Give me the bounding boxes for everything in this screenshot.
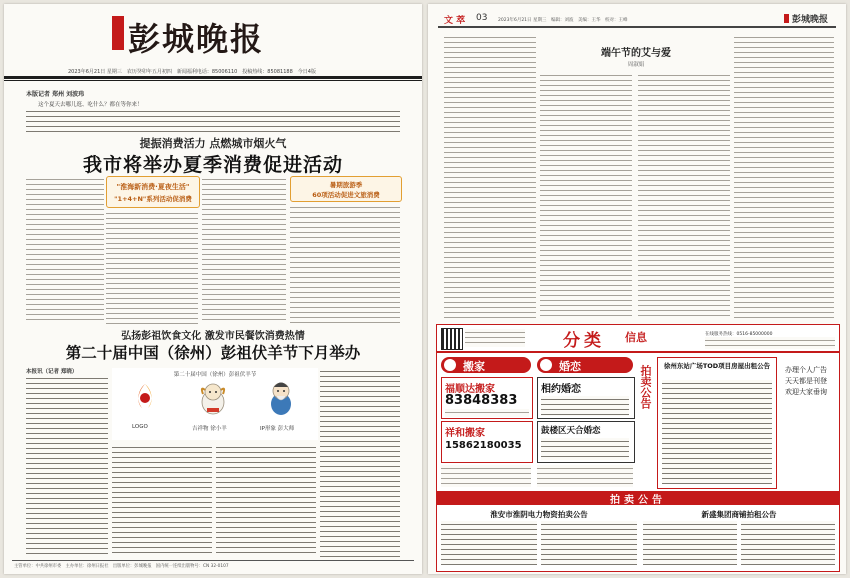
- auction1-title: 徐州东站广场TOD项目房屋出租公告: [663, 362, 771, 370]
- marry-ad-2: [537, 421, 635, 463]
- moving-icon: [444, 359, 456, 371]
- notice1-title: 淮安市淮阴电力物资拍卖公告: [490, 510, 588, 519]
- section-label: 文 萃: [444, 16, 466, 26]
- story1-col-1: [26, 176, 104, 324]
- marry1-details: [541, 396, 629, 416]
- logo-caption: LOGO: [132, 424, 148, 430]
- festival-logo: [130, 380, 160, 414]
- masthead-logo-block: [112, 16, 124, 50]
- sheep-mascot-icon: [196, 380, 230, 416]
- auction-notice-1: [657, 357, 777, 489]
- callout-left-line2: "1+4+N"系列活动促消费: [114, 195, 192, 203]
- qr-code-icon: [441, 328, 463, 350]
- classified-section: [436, 324, 840, 572]
- intro-text: 这个夏天去哪儿逛、吃什么？都在等你来！: [38, 102, 143, 108]
- banner-contact-lines: [705, 337, 835, 349]
- small-masthead: 彭城晚报: [792, 15, 829, 25]
- marry2-details: [541, 438, 629, 460]
- literary-page: [428, 4, 846, 574]
- auction-vertical-label: 拍卖公告: [639, 365, 652, 409]
- footer-rule: [12, 560, 414, 561]
- masthead-rule-thin: [4, 80, 422, 81]
- festival-graphic: [112, 368, 318, 440]
- notice-1: [441, 509, 637, 567]
- story2-byline: 本报讯（记者 郑晓）: [26, 369, 78, 375]
- masthead: [4, 4, 422, 66]
- masthead-title: 彭城晚报: [128, 20, 265, 58]
- move1-phone: 83848383: [445, 393, 518, 408]
- marriage-category: [537, 357, 633, 373]
- side-ad: 办理个人广告 天天都是刊登 欢迎大家垂询: [785, 366, 827, 396]
- section-number: 03: [476, 13, 488, 23]
- move-ad-1: [441, 377, 533, 419]
- master-mascot-icon: [264, 378, 298, 416]
- moving-label: 搬家: [463, 360, 485, 373]
- story2-col-3: [216, 444, 316, 557]
- notice1-body-a: [441, 521, 537, 565]
- marry-small-ads: [537, 465, 633, 487]
- front-page: [4, 4, 422, 574]
- mascot2-caption: IP形象 彭大师: [260, 426, 295, 432]
- story2-col-1: [26, 375, 108, 557]
- story2-headline: 第二十届中国（徐州）彭祖伏羊节下月举办: [65, 344, 361, 362]
- graphic-title: 第二十届中国（徐州）彭祖伏羊节: [173, 372, 257, 378]
- header-rule: [438, 26, 836, 28]
- story2-col-4: [320, 368, 400, 557]
- notice2-body-b: [741, 521, 835, 565]
- story2-subtitle: 弘扬彭祖饮食文化 激发市民餐饮消费热情: [121, 331, 305, 342]
- story1-subtitle: 提振消费活力 点燃城市烟火气: [139, 137, 287, 150]
- story2-col-2: [112, 444, 212, 557]
- bottom-banner-label: 拍卖公告: [610, 495, 666, 506]
- banner-info-lines: [465, 329, 525, 347]
- intro-paragraph: [26, 108, 400, 132]
- mascot1-caption: 吉祥物 徐小羊: [192, 426, 227, 432]
- story1-col-3: [202, 176, 286, 324]
- move1-name: 福顺达搬家: [445, 384, 495, 395]
- essay-title: 端午节的艾与爱: [601, 48, 671, 59]
- small-masthead-mark: [784, 14, 789, 23]
- masthead-rule: [4, 76, 422, 79]
- banner-main: 分类: [563, 331, 605, 351]
- footer-text: 主管单位：中共徐州市委 主办单位：徐州日报社 出版单位：彭城晚报 国内统一连续出版物号：CN 32-0107: [14, 564, 229, 569]
- marry-ad-1: [537, 377, 635, 419]
- marry2-name: 鼓楼区天合婚恋: [541, 426, 601, 436]
- marriage-label: 婚恋: [559, 360, 581, 373]
- section-kicker: 本版记者 郑州 刘波玮: [26, 91, 85, 98]
- move-small-ads: [441, 465, 531, 487]
- notice2-title: 新盛集团商铺拍租公告: [701, 510, 777, 519]
- banner-sub: 信息: [625, 331, 647, 344]
- marry1-name: 相约婚恋: [541, 384, 581, 395]
- story1-headline: 我市将举办夏季消费促进活动: [82, 154, 343, 176]
- essay-col-3: [638, 72, 730, 320]
- moving-category: [441, 357, 531, 373]
- story1-col-2: [106, 210, 198, 324]
- move1-details: [445, 409, 529, 417]
- classified-banner: [437, 325, 839, 353]
- story1-callout-right: [290, 176, 402, 202]
- essay-col-2: [540, 72, 632, 320]
- marriage-icon: [540, 359, 552, 371]
- essay-col-4: [734, 34, 834, 320]
- callout-right-line1: 暑期旅游季: [329, 181, 363, 189]
- notice1-body-b: [541, 521, 637, 565]
- callout-left-line1: "淮海新消费·夏夜生活": [116, 183, 190, 191]
- right-dateline: 2023年6月21日 星期三 编辑：刘波 美编：王华 校对：王峰: [498, 18, 628, 23]
- story1-callout-left: [106, 176, 200, 208]
- move2-name: 祥和搬家: [445, 428, 485, 439]
- auction1-body: [662, 380, 772, 484]
- notice-2: [643, 509, 835, 567]
- move2-phone: 15862180035: [445, 440, 522, 451]
- essay-author: 周淑娟: [627, 62, 645, 68]
- callout-right-line2: 60项活动促进文旅消费: [312, 191, 380, 199]
- essay-col-1: [444, 34, 536, 320]
- move-ad-2: [441, 421, 533, 463]
- notice2-body-a: [643, 521, 737, 565]
- dateline: 2023年6月21日 星期三 农历癸卯年五月初四 新闻福利电话：85006110 投稿热线：85081188 今日4版: [68, 69, 316, 75]
- bottom-auction-banner: [437, 491, 839, 505]
- story1-col-4: [290, 204, 400, 324]
- banner-contact: 在线服务热线：0516-85000000: [705, 332, 773, 337]
